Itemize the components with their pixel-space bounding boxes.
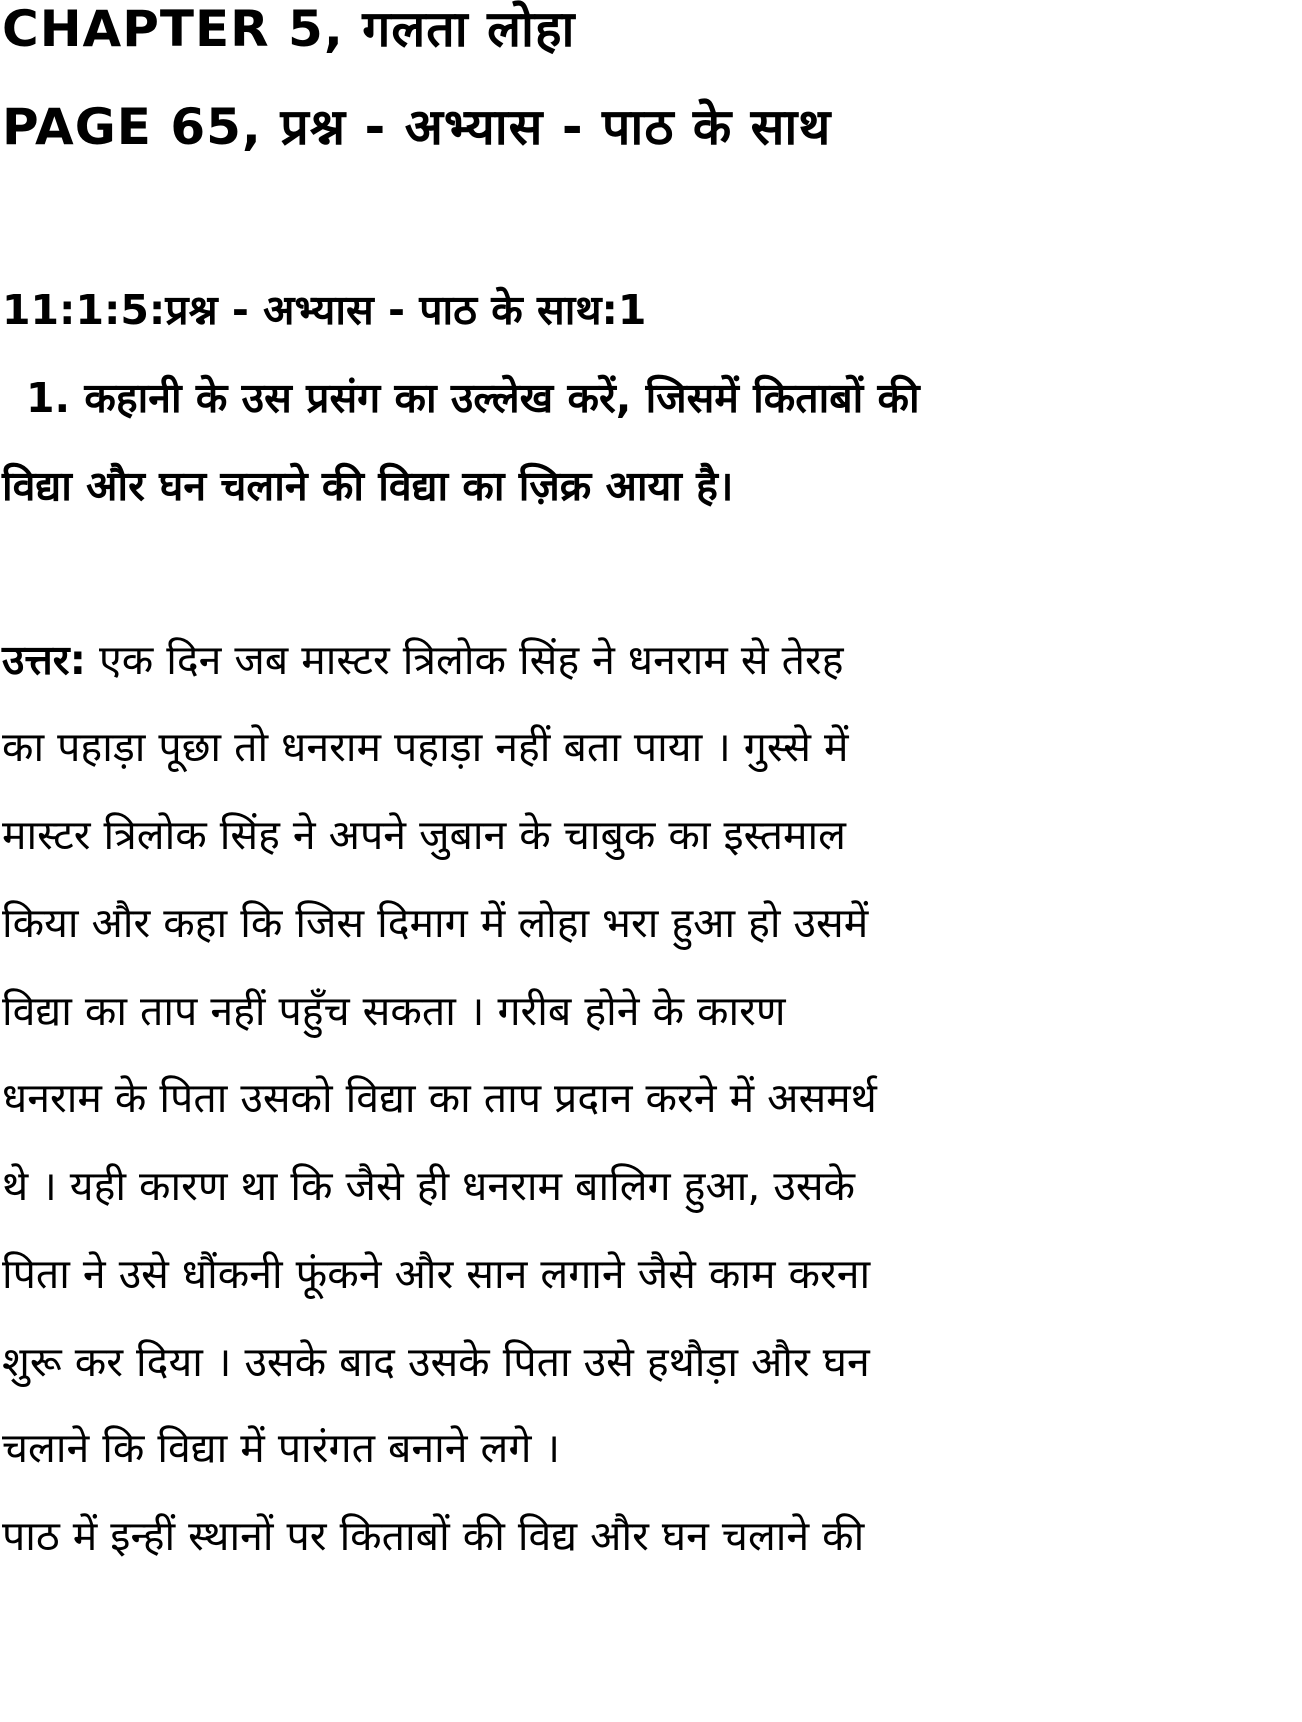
answer-line-9: शुरू कर दिया । उसके बाद उसके पिता उसे हथौड़ा और घन [2, 1338, 870, 1386]
answer-line-7: थे । यही कारण था कि जैसे ही धनराम बालिग हुआ, उसके [2, 1162, 856, 1210]
question-id: 11:1:5:प्रश्न - अभ्यास - पाठ के साथ:1 [2, 286, 647, 334]
answer-line-11: पाठ में इन्हीं स्थानों पर किताबों की विद्य और घन चलाने की [2, 1512, 865, 1560]
answer-line-4: किया और कहा कि जिस दिमाग में लोहा भरा हुआ हो उसमें [2, 899, 869, 947]
question-line-2: विद्या और घन चलाने की विद्या का ज़िक्र आया है। [2, 462, 734, 510]
answer-first-line-text: एक दिन जब मास्टर त्रिलोक सिंह ने धनराम से तेरह [99, 636, 844, 684]
chapter-heading: CHAPTER 5, गलता लोहा [2, 0, 576, 58]
answer-line-1 [2, 636, 844, 684]
answer-line-6: धनराम के पिता उसको विद्या का ताप प्रदान करने में असमर्थ [2, 1074, 877, 1122]
answer-line-8: पिता ने उसे धौंकनी फूंकने और सान लगाने जैसे काम करना [2, 1250, 871, 1298]
answer-line-3: मास्टर त्रिलोक सिंह ने अपने जुबान के चाबुक का इस्तमाल [2, 811, 846, 859]
answer-line-2: का पहाड़ा पूछा तो धनराम पहाड़ा नहीं बता पाया । गुस्से में [2, 723, 849, 771]
answer-label: उत्तर: [2, 636, 86, 684]
question-line-1: 1. कहानी के उस प्रसंग का उल्लेख करें, जिसमें किताबों की [26, 374, 920, 422]
page-heading: PAGE 65, प्रश्न - अभ्यास - पाठ के साथ [2, 98, 832, 156]
answer-line-10: चलाने कि विद्या में पारंगत बनाने लगे । [2, 1424, 561, 1472]
answer-line-5: विद्या का ताप नहीं पहुँच सकता । गरीब होने के कारण [2, 987, 786, 1035]
